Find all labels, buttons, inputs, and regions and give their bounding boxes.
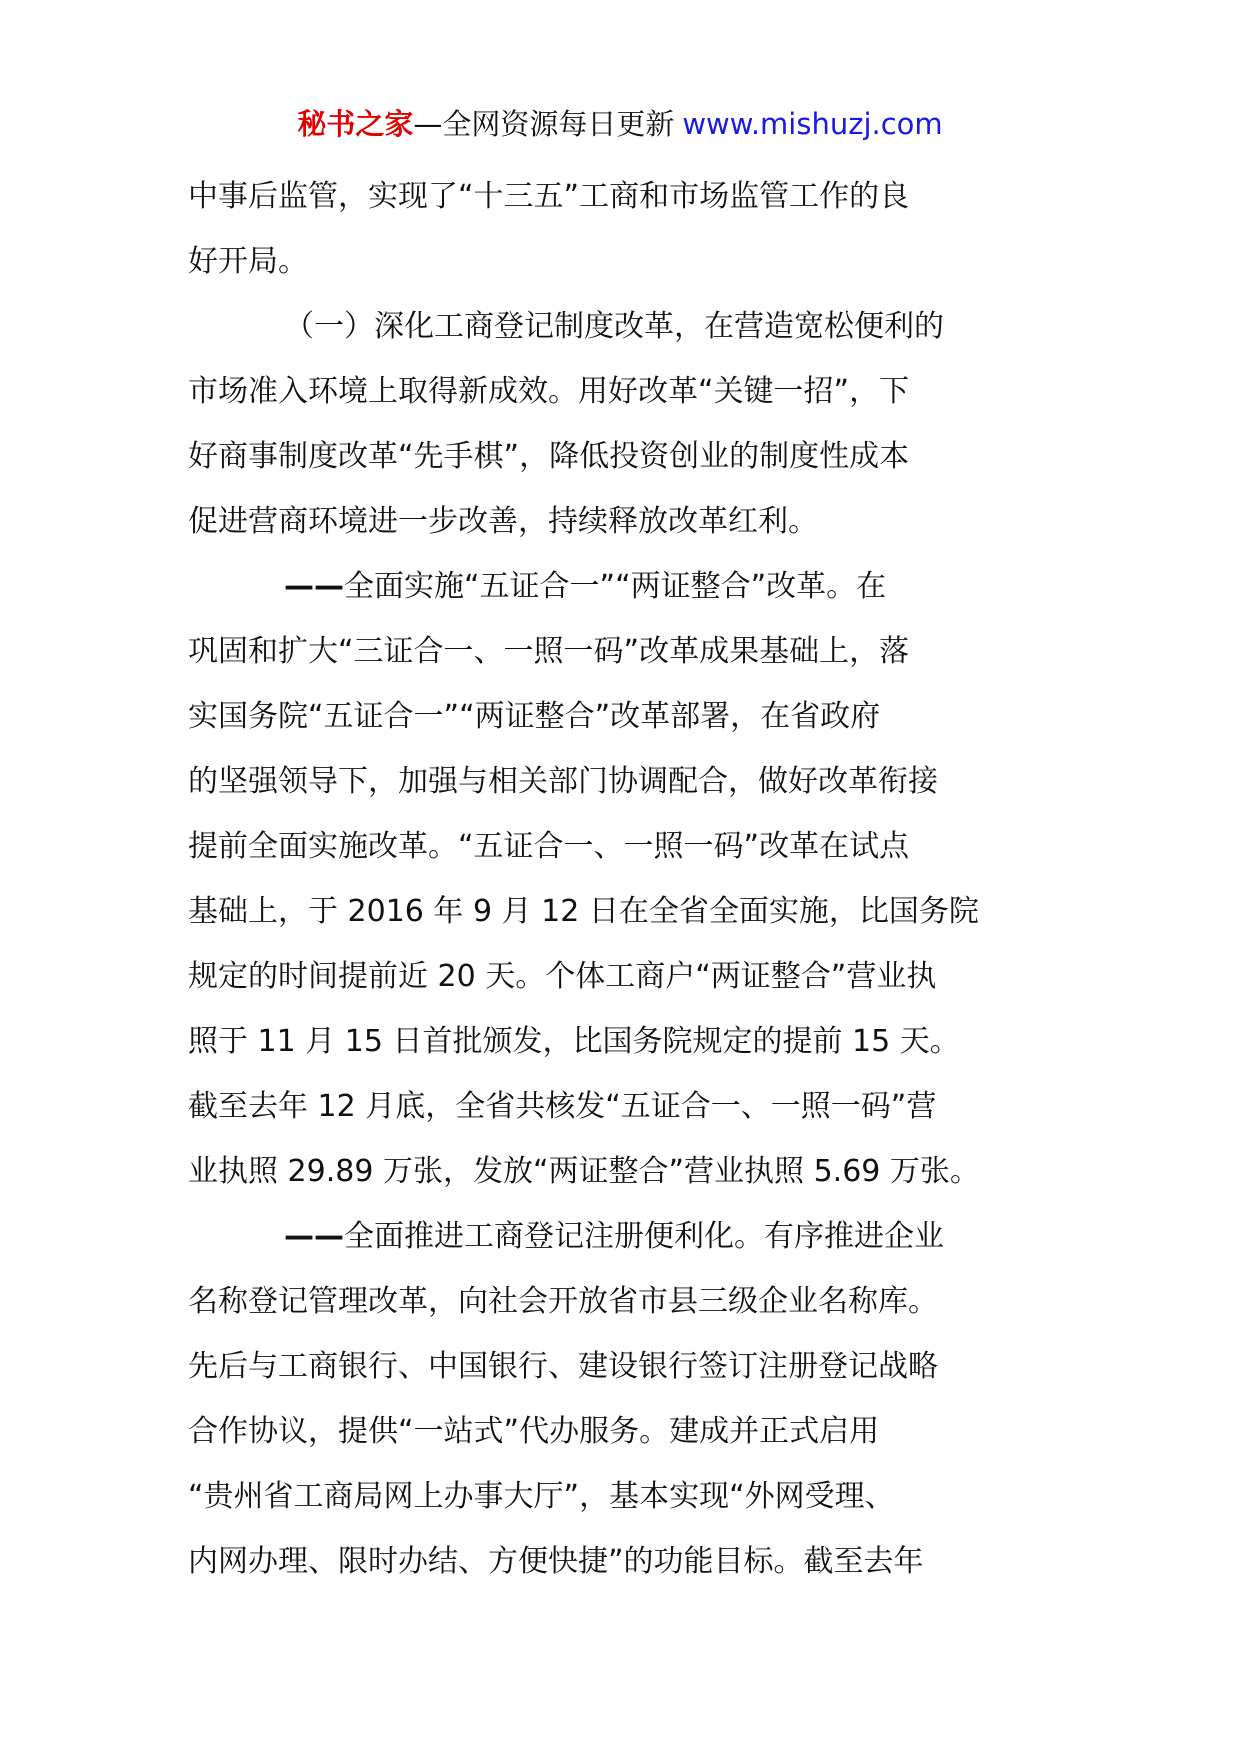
- bullet-text: 全面推进工商登记注册便利化。有序推进企业: [344, 1219, 944, 1254]
- text-line: 照于 11 月 15 日首批颁发，比国务院规定的提前 15 天。: [188, 1024, 960, 1059]
- text-line: 市场准入环境上取得新成效。用好改革“关键一招”，下: [188, 374, 910, 409]
- bullet-text: 全面实施“五证合一”“两证整合”改革。在: [344, 569, 887, 604]
- bullet-line: [188, 1204, 1056, 1269]
- text-line: 截至去年 12 月底，全省共核发“五证合一、一照一码”营: [188, 1089, 937, 1124]
- site-url-link[interactable]: www.mishuzj.com: [682, 107, 943, 141]
- section-heading-line: （一）深化工商登记制度改革，在营造宽松便利的: [284, 309, 944, 344]
- dash-mark: ——: [284, 569, 344, 604]
- text-line: 好商事制度改革“先手棋”，降低投资创业的制度性成本: [188, 439, 910, 474]
- text-line: 业执照 29.89 万张，发放“两证整合”营业执照 5.69 万张。: [188, 1154, 980, 1189]
- text-line: 内网办理、限时办结、方便快捷”的功能目标。截至去年: [188, 1544, 924, 1579]
- brand-name: 秘书之家: [297, 107, 414, 141]
- header-tagline: —全网资源每日更新: [413, 107, 675, 141]
- text-line: 规定的时间提前近 20 天。个体工商户“两证整合”营业执: [188, 959, 937, 994]
- text-line: 名称登记管理改革，向社会开放省市县三级企业名称库。: [188, 1284, 938, 1319]
- text-line: 基础上，于 2016 年 9 月 12 日在全省全面实施，比国务院: [188, 894, 979, 929]
- page-header: [0, 100, 1240, 148]
- text-line: 实国务院“五证合一”“两证整合”改革部署，在省政府: [188, 699, 881, 734]
- text-line: 先后与工商银行、中国银行、建设银行签订注册登记战略: [188, 1349, 938, 1384]
- text-line: 中事后监管，实现了“十三五”工商和市场监管工作的良: [188, 179, 910, 214]
- text-line: “贵州省工商局网上办事大厅”，基本实现“外网受理、: [188, 1479, 895, 1514]
- text-line: 提前全面实施改革。“五证合一、一照一码”改革在试点: [188, 829, 910, 864]
- text-line: 好开局。: [188, 244, 308, 279]
- text-line: 的坚强领导下，加强与相关部门协调配合，做好改革衔接: [188, 764, 938, 799]
- dash-mark: ——: [284, 1219, 344, 1254]
- text-line: 促进营商环境进一步改善，持续释放改革红利。: [188, 504, 818, 539]
- bullet-line: [188, 554, 1056, 619]
- text-line: 合作协议，提供“一站式”代办服务。建成并正式启用: [188, 1414, 880, 1449]
- document-body: [188, 164, 1056, 1594]
- text-line: 巩固和扩大“三证合一、一照一码”改革成果基础上，落: [188, 634, 910, 669]
